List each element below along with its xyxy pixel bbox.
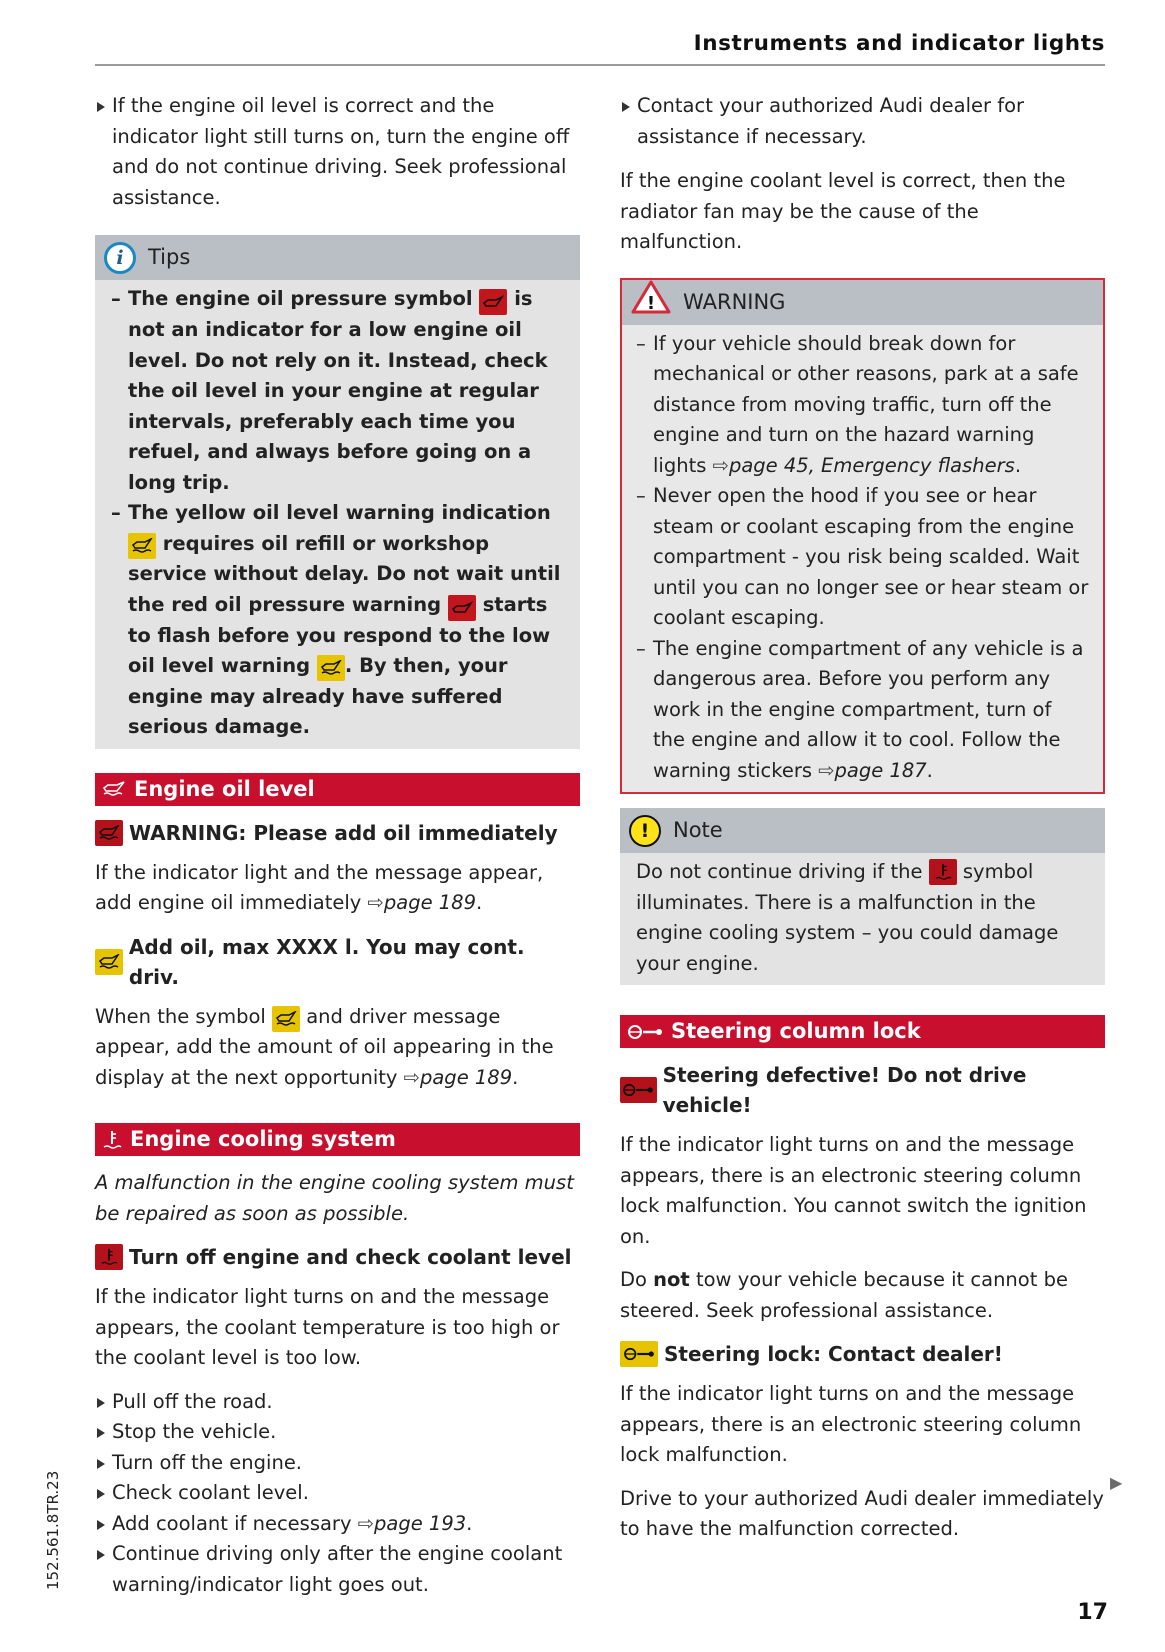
note-body <box>620 853 1105 985</box>
steps-list <box>95 1387 580 1601</box>
section-engine-oil-level <box>95 773 580 806</box>
tips-header <box>95 235 580 280</box>
svg-text:!: ! <box>646 293 656 315</box>
exclamation-icon: ! <box>629 815 661 847</box>
emphasis-text: not <box>653 1268 690 1291</box>
note-box <box>620 808 1105 985</box>
warning-item: – Never open the hood if you see or hear steam or coolant escaping from the engine compartment - you risk being scalded. Wait until you can no longer see or hear steam or coolant escaping. <box>636 481 1089 634</box>
oil-level-icon <box>102 781 126 797</box>
message-title: Steering defective! Do not drive vehicle! <box>662 1063 1027 1117</box>
paragraph: If the engine coolant level is correct, then the radiator fan may be the cause of the malfunction. <box>620 169 1066 253</box>
step-item: Check coolant level. <box>95 1478 580 1509</box>
message-title: Add oil, max XXXX l. You may cont. driv. <box>128 934 525 989</box>
arrow-right-icon: ⇨ <box>712 453 729 477</box>
coolant-thermometer-icon <box>929 859 957 885</box>
paragraph-text: When the symbol <box>95 1004 266 1028</box>
section-engine-cooling-system <box>95 1123 580 1156</box>
paragraph-text: and driver message appear, add the amount of oil appearing in the display at the next opportunity <box>95 1004 554 1089</box>
step-item: Continue driving only after the engine coolant warning/indicator light goes out. <box>95 1539 580 1600</box>
warning-triangle-icon <box>631 280 671 324</box>
paragraph: Drive to your authorized Audi dealer immediately to have the malfunction corrected. <box>620 1486 1104 1540</box>
steering-lock-icon <box>627 1024 663 1040</box>
tips-item <box>111 498 566 743</box>
page-number: 17 <box>1077 1600 1108 1625</box>
running-header <box>95 28 1105 66</box>
page-reference[interactable]: page 193 <box>374 1511 467 1535</box>
message-heading <box>95 1242 580 1272</box>
paragraph-text: Do <box>620 1268 647 1291</box>
section-steering-column-lock <box>620 1015 1105 1048</box>
coolant-thermometer-icon <box>95 1244 123 1270</box>
step-item: Pull off the road. <box>95 1387 580 1418</box>
paragraph: When the symbol and driver message appear, add the amount of oil appearing in the display at the next opportunity ⇨page 189. <box>95 1004 554 1089</box>
header-title: Instruments and indicator lights <box>693 31 1105 56</box>
section-title: Engine cooling system <box>130 1127 396 1152</box>
contact-bullets <box>620 91 1105 152</box>
section-title: Steering column lock <box>671 1019 921 1044</box>
paragraph: If the indicator light turns on and the message appears, the coolant temperature is too high or the coolant level is too low. <box>95 1285 560 1369</box>
document-code: 152.561.8TR.23 <box>44 1470 62 1590</box>
paragraph: If the indicator light and the message appear, add engine oil immediately ⇨page 189. <box>95 860 544 914</box>
page-reference[interactable]: page 187 <box>834 758 927 782</box>
message-title: Turn off engine and check coolant level <box>129 1245 572 1269</box>
oil-level-icon <box>317 655 345 681</box>
steering-lock-icon <box>620 1077 657 1103</box>
tips-item-text: is not an indicator for a low engine oil level. Do not rely on it. Instead, check the oil level in your engine at regular intervals, preferably each time you refuel, and always before going on a long trip. <box>128 287 548 494</box>
paragraph-text: tow your vehicle because it cannot be steered. Seek professional assistance. <box>620 1268 1068 1322</box>
message-title: WARNING: Please add oil immediately <box>129 820 558 845</box>
section-intro: A malfunction in the engine cooling system must be repaired as soon as possible. <box>95 1171 574 1225</box>
paragraph: If the indicator light turns on and the message appears, there is an electronic steering column lock malfunction. You cannot switch the ignition on. <box>620 1133 1087 1248</box>
contact-bullet: Contact your authorized Audi dealer for assistance if necessary. <box>620 91 1105 152</box>
page-reference[interactable]: page 45, Emergency flashers <box>728 453 1015 477</box>
warning-title: WARNING <box>683 289 786 314</box>
message-title: Steering lock: Contact dealer! <box>664 1342 1003 1366</box>
oil-can-icon <box>479 289 507 315</box>
tips-item-text: requires oil refill or workshop service without delay. Do not wait until the red oil pressure warning <box>128 531 561 616</box>
paragraph-text: If the indicator light and the message appear, add engine oil immediately <box>95 860 544 914</box>
warning-body <box>622 325 1103 793</box>
warning-item-text: The engine compartment of any vehicle is a dangerous area. Before you perform any work in the engine compartment, turn of the engine and allow it to cool. Follow the warning stickers <box>653 636 1084 782</box>
message-heading <box>95 818 580 848</box>
info-icon: i <box>104 242 136 274</box>
step-item: Turn off the engine. <box>95 1448 580 1479</box>
tips-title: Tips <box>148 245 191 270</box>
coolant-thermometer-icon <box>102 1129 122 1151</box>
warning-item: – If your vehicle should break down for mechanical or other reasons, park at a safe distance from moving traffic, turn off the engine and turn on the hazard warning lights ⇨page 45, Emergency flashers. <box>636 329 1089 482</box>
arrow-right-icon: ⇨ <box>818 758 835 782</box>
note-text: Do not continue driving if the <box>636 860 923 883</box>
section-title: Engine oil level <box>134 776 315 801</box>
arrow-right-icon: ⇨ <box>357 1511 375 1535</box>
arrow-right-icon: ⇨ <box>403 1065 420 1089</box>
warning-box <box>620 278 1105 795</box>
note-header <box>620 808 1105 853</box>
intro-bullets <box>95 91 580 213</box>
note-text: symbol illuminates. There is a malfunction in the engine cooling system – you could damage your engine. <box>636 860 1059 975</box>
step-item: Stop the vehicle. <box>95 1417 580 1448</box>
tips-item-text: starts to flash before you respond to the low oil level warning <box>128 592 551 677</box>
warning-header <box>622 280 1103 325</box>
page-reference[interactable]: page 189 <box>419 1065 513 1089</box>
message-heading <box>620 1339 1105 1369</box>
tips-box <box>95 235 580 749</box>
paragraph: If the indicator light turns on and the message appears, there is an electronic steering column lock malfunction. <box>620 1382 1082 1466</box>
oil-level-icon <box>95 949 123 975</box>
message-heading <box>95 932 580 992</box>
arrow-right-icon: ⇨ <box>367 891 384 914</box>
oil-can-icon <box>448 595 476 621</box>
step-item: Add coolant if necessary ⇨page 193. <box>95 1509 580 1540</box>
note-title: Note <box>673 818 723 843</box>
step-text: Add coolant if necessary <box>112 1511 352 1535</box>
tips-list <box>111 284 566 743</box>
message-heading <box>620 1060 1105 1120</box>
intro-bullet: If the engine oil level is correct and the indicator light still turns on, turn the engine off and do not continue driving. Seek professional assistance. <box>95 91 580 213</box>
warning-list <box>636 329 1089 787</box>
warning-item-text: If your vehicle should break down for mechanical or other reasons, park at a safe distance from moving traffic, turn off the engine and turn on the hazard warning lights <box>653 331 1079 477</box>
left-column <box>95 91 580 1614</box>
oil-level-icon <box>272 1006 300 1032</box>
right-column <box>620 91 1105 1558</box>
tips-item-text: The yellow oil level warning indication <box>128 501 551 524</box>
oil-level-icon <box>95 820 123 846</box>
warning-item: – The engine compartment of any vehicle is a dangerous area. Before you perform any work in the engine compartment, turn of the engine and allow it to cool. Follow the warning stickers ⇨page 187. <box>636 634 1089 787</box>
tips-item <box>111 284 566 498</box>
tips-item-text: . By then, your engine may already have suffered serious damage. <box>128 654 508 738</box>
oil-level-icon <box>128 533 156 559</box>
tips-body <box>95 280 580 749</box>
tips-item-text: The engine oil pressure symbol <box>128 287 473 310</box>
steering-lock-icon <box>620 1341 658 1367</box>
continue-arrow-icon: ▶ <box>1110 1473 1123 1492</box>
paragraph <box>620 1265 1105 1326</box>
page-reference[interactable]: page 189 <box>383 891 476 914</box>
